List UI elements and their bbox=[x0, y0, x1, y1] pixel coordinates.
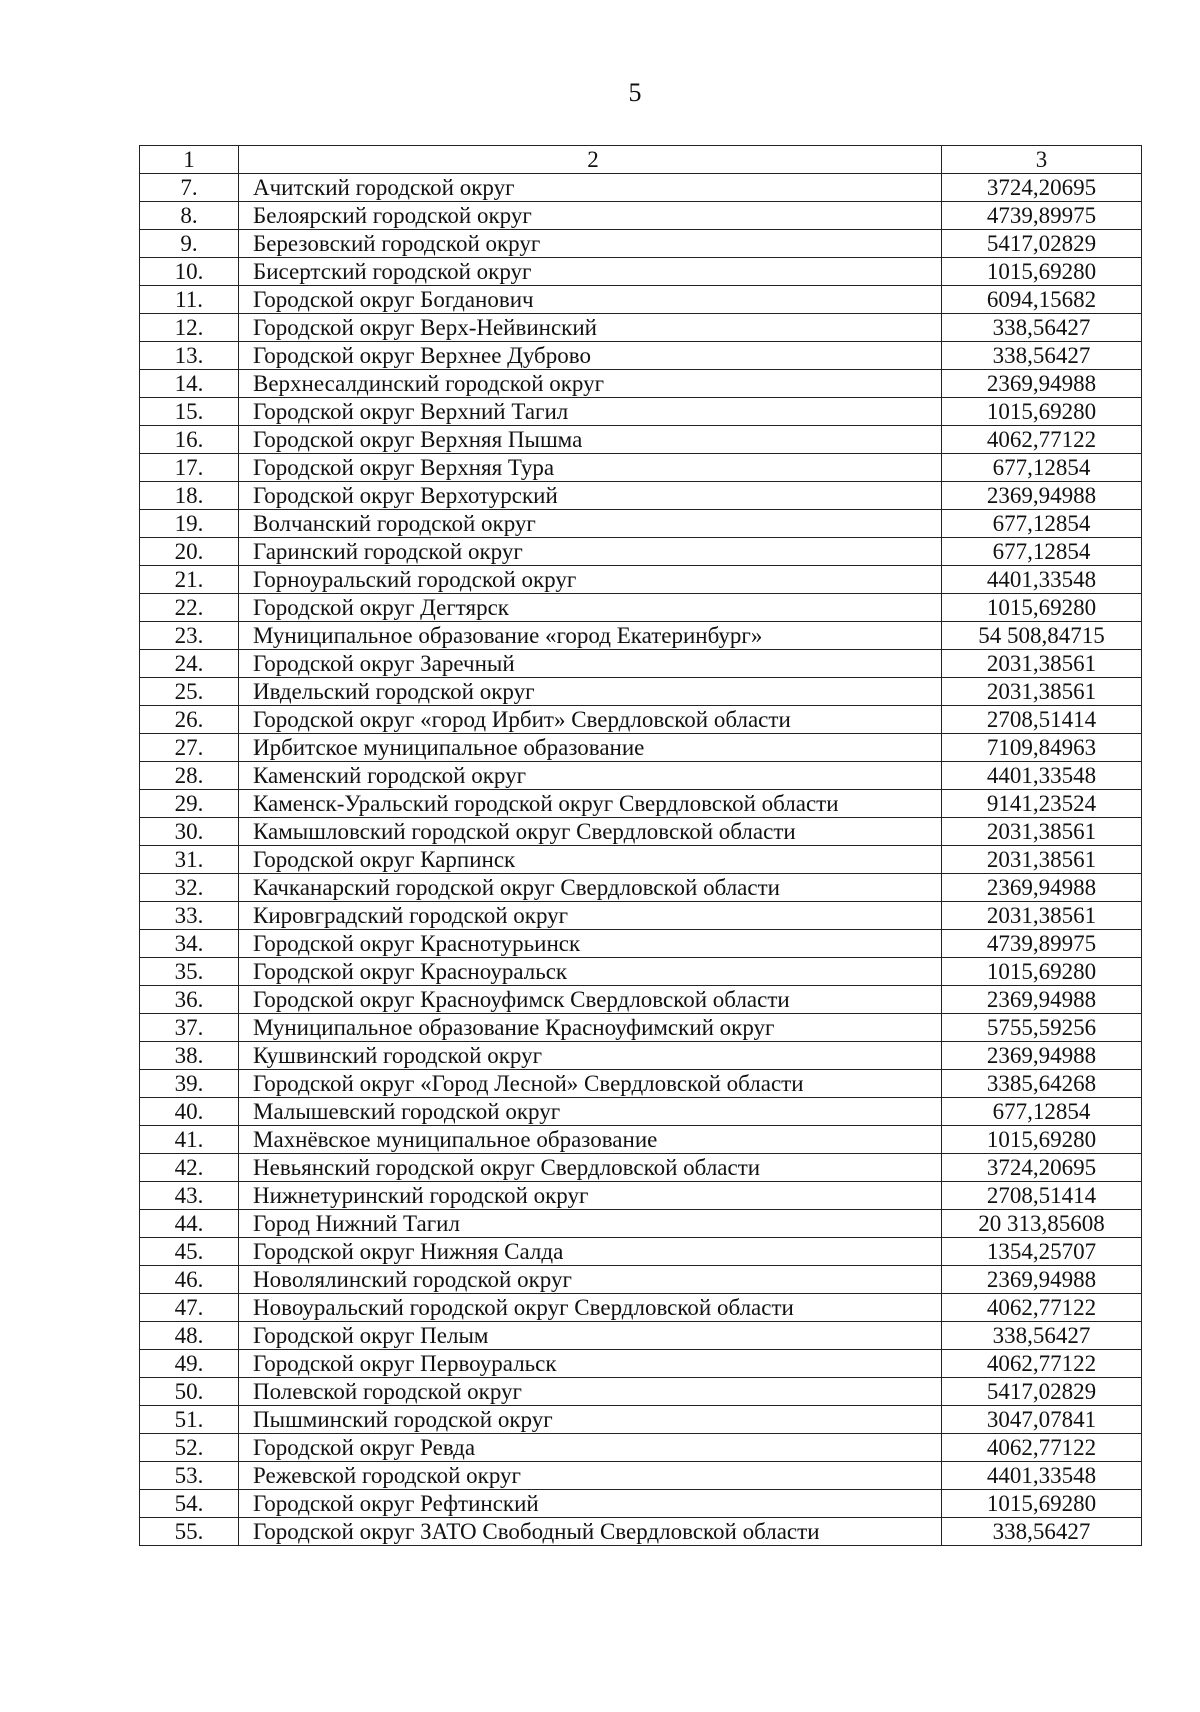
municipality-name-cell: Новоуральский городской округ Свердловской области bbox=[239, 1294, 942, 1322]
row-number-cell: 8. bbox=[140, 202, 239, 230]
table-row bbox=[140, 482, 1142, 510]
row-number-cell: 26. bbox=[140, 706, 239, 734]
amount-cell: 3385,64268 bbox=[942, 1070, 1142, 1098]
table-row bbox=[140, 370, 1142, 398]
municipality-name-cell: Городской округ ЗАТО Свободный Свердловской области bbox=[239, 1518, 942, 1546]
row-number-cell: 25. bbox=[140, 678, 239, 706]
column-header-number: 1 bbox=[140, 146, 239, 174]
table-row bbox=[140, 902, 1142, 930]
table-row bbox=[140, 1182, 1142, 1210]
table-row bbox=[140, 566, 1142, 594]
amount-cell: 1015,69280 bbox=[942, 1490, 1142, 1518]
table-row bbox=[140, 734, 1142, 762]
table-row bbox=[140, 1406, 1142, 1434]
amount-cell: 5755,59256 bbox=[942, 1014, 1142, 1042]
row-number-cell: 51. bbox=[140, 1406, 239, 1434]
table-row bbox=[140, 398, 1142, 426]
row-number-cell: 18. bbox=[140, 482, 239, 510]
amount-cell: 3724,20695 bbox=[942, 1154, 1142, 1182]
table-row bbox=[140, 174, 1142, 202]
row-number-cell: 35. bbox=[140, 958, 239, 986]
amount-cell: 2031,38561 bbox=[942, 902, 1142, 930]
amount-cell: 7109,84963 bbox=[942, 734, 1142, 762]
table-row bbox=[140, 1042, 1142, 1070]
row-number-cell: 19. bbox=[140, 510, 239, 538]
table-row bbox=[140, 1014, 1142, 1042]
row-number-cell: 45. bbox=[140, 1238, 239, 1266]
table-row bbox=[140, 258, 1142, 286]
row-number-cell: 20. bbox=[140, 538, 239, 566]
table-row bbox=[140, 1294, 1142, 1322]
amount-cell: 2369,94988 bbox=[942, 370, 1142, 398]
column-header-municipality: 2 bbox=[239, 146, 942, 174]
municipality-name-cell: Каменский городской округ bbox=[239, 762, 942, 790]
table-row bbox=[140, 202, 1142, 230]
row-number-cell: 14. bbox=[140, 370, 239, 398]
allocation-table bbox=[139, 145, 1142, 1546]
amount-cell: 3724,20695 bbox=[942, 174, 1142, 202]
table-header bbox=[140, 146, 1142, 174]
municipality-name-cell: Городской округ Верхняя Пышма bbox=[239, 426, 942, 454]
table-row bbox=[140, 1490, 1142, 1518]
amount-cell: 4401,33548 bbox=[942, 1462, 1142, 1490]
table-body bbox=[140, 174, 1142, 1546]
table-row bbox=[140, 1350, 1142, 1378]
table-row bbox=[140, 678, 1142, 706]
row-number-cell: 11. bbox=[140, 286, 239, 314]
table-row bbox=[140, 1378, 1142, 1406]
municipality-name-cell: Городской округ Карпинск bbox=[239, 846, 942, 874]
amount-cell: 5417,02829 bbox=[942, 1378, 1142, 1406]
row-number-cell: 12. bbox=[140, 314, 239, 342]
row-number-cell: 49. bbox=[140, 1350, 239, 1378]
amount-cell: 2369,94988 bbox=[942, 482, 1142, 510]
municipality-name-cell: Горноуральский городской округ bbox=[239, 566, 942, 594]
municipality-name-cell: Малышевский городской округ bbox=[239, 1098, 942, 1126]
municipality-name-cell: Городской округ Заречный bbox=[239, 650, 942, 678]
row-number-cell: 28. bbox=[140, 762, 239, 790]
amount-cell: 338,56427 bbox=[942, 1518, 1142, 1546]
amount-cell: 1015,69280 bbox=[942, 958, 1142, 986]
row-number-cell: 17. bbox=[140, 454, 239, 482]
table-row bbox=[140, 874, 1142, 902]
amount-cell: 338,56427 bbox=[942, 342, 1142, 370]
row-number-cell: 46. bbox=[140, 1266, 239, 1294]
amount-cell: 4739,89975 bbox=[942, 202, 1142, 230]
amount-cell: 1015,69280 bbox=[942, 258, 1142, 286]
municipality-name-cell: Полевской городской округ bbox=[239, 1378, 942, 1406]
table-row bbox=[140, 1154, 1142, 1182]
row-number-cell: 47. bbox=[140, 1294, 239, 1322]
row-number-cell: 7. bbox=[140, 174, 239, 202]
amount-cell: 4062,77122 bbox=[942, 1350, 1142, 1378]
amount-cell: 2369,94988 bbox=[942, 986, 1142, 1014]
table-row bbox=[140, 286, 1142, 314]
table-row bbox=[140, 762, 1142, 790]
amount-cell: 2369,94988 bbox=[942, 1042, 1142, 1070]
row-number-cell: 31. bbox=[140, 846, 239, 874]
municipality-name-cell: Волчанский городской округ bbox=[239, 510, 942, 538]
amount-cell: 2708,51414 bbox=[942, 1182, 1142, 1210]
municipality-name-cell: Городской округ Краснотурьинск bbox=[239, 930, 942, 958]
municipality-name-cell: Березовский городской округ bbox=[239, 230, 942, 258]
row-number-cell: 41. bbox=[140, 1126, 239, 1154]
amount-cell: 4062,77122 bbox=[942, 1434, 1142, 1462]
table-row bbox=[140, 818, 1142, 846]
table-row bbox=[140, 1126, 1142, 1154]
municipality-name-cell: Верхнесалдинский городской округ bbox=[239, 370, 942, 398]
amount-cell: 4401,33548 bbox=[942, 762, 1142, 790]
row-number-cell: 10. bbox=[140, 258, 239, 286]
municipality-name-cell: Городской округ Верхняя Тура bbox=[239, 454, 942, 482]
amount-cell: 4062,77122 bbox=[942, 1294, 1142, 1322]
municipality-name-cell: Ачитский городской округ bbox=[239, 174, 942, 202]
municipality-name-cell: Ивдельский городской округ bbox=[239, 678, 942, 706]
row-number-cell: 43. bbox=[140, 1182, 239, 1210]
table-row bbox=[140, 454, 1142, 482]
amount-cell: 2369,94988 bbox=[942, 1266, 1142, 1294]
row-number-cell: 9. bbox=[140, 230, 239, 258]
row-number-cell: 42. bbox=[140, 1154, 239, 1182]
table-row bbox=[140, 650, 1142, 678]
amount-cell: 1015,69280 bbox=[942, 398, 1142, 426]
amount-cell: 677,12854 bbox=[942, 1098, 1142, 1126]
row-number-cell: 50. bbox=[140, 1378, 239, 1406]
municipality-name-cell: Режевской городской округ bbox=[239, 1462, 942, 1490]
amount-cell: 2031,38561 bbox=[942, 678, 1142, 706]
amount-cell: 20 313,85608 bbox=[942, 1210, 1142, 1238]
municipality-name-cell: Гаринский городской округ bbox=[239, 538, 942, 566]
amount-cell: 4062,77122 bbox=[942, 426, 1142, 454]
row-number-cell: 32. bbox=[140, 874, 239, 902]
table-row bbox=[140, 538, 1142, 566]
table-row bbox=[140, 706, 1142, 734]
row-number-cell: 39. bbox=[140, 1070, 239, 1098]
municipality-name-cell: Каменск-Уральский городской округ Свердловской области bbox=[239, 790, 942, 818]
municipality-name-cell: Городской округ Первоуральск bbox=[239, 1350, 942, 1378]
amount-cell: 2031,38561 bbox=[942, 818, 1142, 846]
municipality-name-cell: Городской округ «город Ирбит» Свердловской области bbox=[239, 706, 942, 734]
amount-cell: 1015,69280 bbox=[942, 1126, 1142, 1154]
municipality-name-cell: Муниципальное образование Красноуфимский округ bbox=[239, 1014, 942, 1042]
municipality-name-cell: Кушвинский городской округ bbox=[239, 1042, 942, 1070]
table-row bbox=[140, 1238, 1142, 1266]
amount-cell: 3047,07841 bbox=[942, 1406, 1142, 1434]
municipality-name-cell: Городской округ Верх-Нейвинский bbox=[239, 314, 942, 342]
row-number-cell: 16. bbox=[140, 426, 239, 454]
amount-cell: 338,56427 bbox=[942, 314, 1142, 342]
table-row bbox=[140, 1518, 1142, 1546]
amount-cell: 9141,23524 bbox=[942, 790, 1142, 818]
table-row bbox=[140, 1434, 1142, 1462]
amount-cell: 4739,89975 bbox=[942, 930, 1142, 958]
row-number-cell: 38. bbox=[140, 1042, 239, 1070]
municipality-name-cell: Невьянский городской округ Свердловской области bbox=[239, 1154, 942, 1182]
table-row bbox=[140, 230, 1142, 258]
row-number-cell: 29. bbox=[140, 790, 239, 818]
amount-cell: 2369,94988 bbox=[942, 874, 1142, 902]
table-row bbox=[140, 1210, 1142, 1238]
amount-cell: 2031,38561 bbox=[942, 846, 1142, 874]
table-row bbox=[140, 1266, 1142, 1294]
row-number-cell: 37. bbox=[140, 1014, 239, 1042]
column-header-amount: 3 bbox=[942, 146, 1142, 174]
municipality-name-cell: Новолялинский городской округ bbox=[239, 1266, 942, 1294]
page-number: 5 bbox=[628, 78, 642, 107]
table-row bbox=[140, 622, 1142, 650]
municipality-name-cell: Камышловский городской округ Свердловской области bbox=[239, 818, 942, 846]
table-row bbox=[140, 342, 1142, 370]
row-number-cell: 23. bbox=[140, 622, 239, 650]
municipality-name-cell: Городской округ Дегтярск bbox=[239, 594, 942, 622]
table-row bbox=[140, 314, 1142, 342]
municipality-name-cell: Городской округ Рефтинский bbox=[239, 1490, 942, 1518]
row-number-cell: 15. bbox=[140, 398, 239, 426]
amount-cell: 338,56427 bbox=[942, 1322, 1142, 1350]
municipality-name-cell: Бисертский городской округ bbox=[239, 258, 942, 286]
municipality-name-cell: Нижнетуринский городской округ bbox=[239, 1182, 942, 1210]
table-row bbox=[140, 1098, 1142, 1126]
municipality-name-cell: Городской округ Пелым bbox=[239, 1322, 942, 1350]
municipality-name-cell: Городской округ Нижняя Салда bbox=[239, 1238, 942, 1266]
row-number-cell: 54. bbox=[140, 1490, 239, 1518]
amount-cell: 677,12854 bbox=[942, 538, 1142, 566]
municipality-name-cell: Городской округ Ревда bbox=[239, 1434, 942, 1462]
row-number-cell: 27. bbox=[140, 734, 239, 762]
amount-cell: 1354,25707 bbox=[942, 1238, 1142, 1266]
municipality-name-cell: Город Нижний Тагил bbox=[239, 1210, 942, 1238]
municipality-name-cell: Белоярский городской округ bbox=[239, 202, 942, 230]
row-number-cell: 52. bbox=[140, 1434, 239, 1462]
municipality-name-cell: Городской округ «Город Лесной» Свердловской области bbox=[239, 1070, 942, 1098]
amount-cell: 54 508,84715 bbox=[942, 622, 1142, 650]
amount-cell: 2031,38561 bbox=[942, 650, 1142, 678]
municipality-name-cell: Городской округ Верхний Тагил bbox=[239, 398, 942, 426]
table-header-row bbox=[140, 146, 1142, 174]
table-row bbox=[140, 594, 1142, 622]
table-row bbox=[140, 426, 1142, 454]
table-row bbox=[140, 1462, 1142, 1490]
table-row bbox=[140, 790, 1142, 818]
amount-cell: 6094,15682 bbox=[942, 286, 1142, 314]
municipality-name-cell: Городской округ Верхнее Дуброво bbox=[239, 342, 942, 370]
municipality-name-cell: Ирбитское муниципальное образование bbox=[239, 734, 942, 762]
table-row bbox=[140, 510, 1142, 538]
row-number-cell: 33. bbox=[140, 902, 239, 930]
municipality-name-cell: Качканарский городской округ Свердловской области bbox=[239, 874, 942, 902]
row-number-cell: 21. bbox=[140, 566, 239, 594]
municipality-name-cell: Городской округ Богданович bbox=[239, 286, 942, 314]
row-number-cell: 13. bbox=[140, 342, 239, 370]
amount-cell: 4401,33548 bbox=[942, 566, 1142, 594]
amount-cell: 677,12854 bbox=[942, 454, 1142, 482]
municipality-name-cell: Городской округ Красноуральск bbox=[239, 958, 942, 986]
row-number-cell: 53. bbox=[140, 1462, 239, 1490]
amount-cell: 1015,69280 bbox=[942, 594, 1142, 622]
row-number-cell: 22. bbox=[140, 594, 239, 622]
row-number-cell: 40. bbox=[140, 1098, 239, 1126]
row-number-cell: 55. bbox=[140, 1518, 239, 1546]
amount-cell: 677,12854 bbox=[942, 510, 1142, 538]
table-row bbox=[140, 986, 1142, 1014]
municipality-name-cell: Городской округ Красноуфимск Свердловской области bbox=[239, 986, 942, 1014]
table-row bbox=[140, 930, 1142, 958]
municipality-name-cell: Махнёвское муниципальное образование bbox=[239, 1126, 942, 1154]
municipality-name-cell: Муниципальное образование «город Екатеринбург» bbox=[239, 622, 942, 650]
municipality-name-cell: Городской округ Верхотурский bbox=[239, 482, 942, 510]
amount-cell: 2708,51414 bbox=[942, 706, 1142, 734]
municipality-name-cell: Кировградский городской округ bbox=[239, 902, 942, 930]
table-row bbox=[140, 846, 1142, 874]
row-number-cell: 36. bbox=[140, 986, 239, 1014]
table-row bbox=[140, 1322, 1142, 1350]
municipality-name-cell: Пышминский городской округ bbox=[239, 1406, 942, 1434]
table-row bbox=[140, 958, 1142, 986]
table-row bbox=[140, 1070, 1142, 1098]
row-number-cell: 24. bbox=[140, 650, 239, 678]
row-number-cell: 30. bbox=[140, 818, 239, 846]
row-number-cell: 44. bbox=[140, 1210, 239, 1238]
row-number-cell: 48. bbox=[140, 1322, 239, 1350]
amount-cell: 5417,02829 bbox=[942, 230, 1142, 258]
row-number-cell: 34. bbox=[140, 930, 239, 958]
